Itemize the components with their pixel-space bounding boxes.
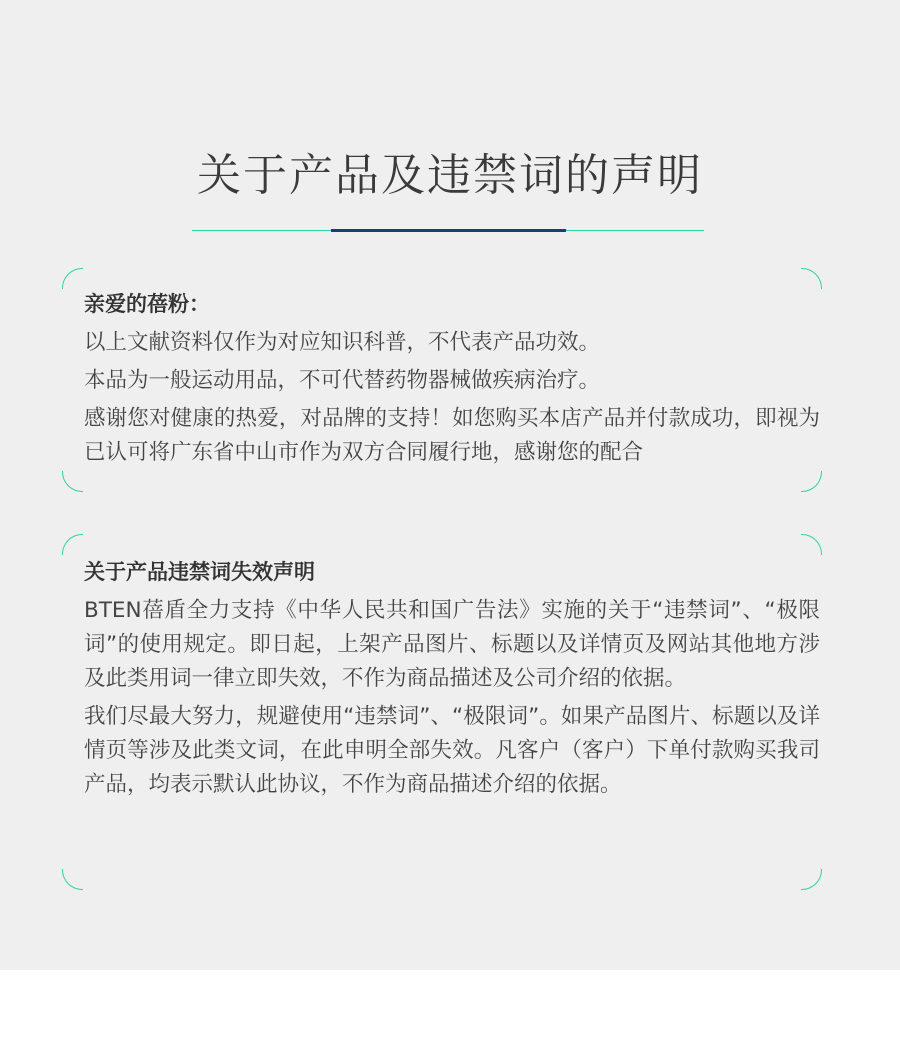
notice-card: [62, 268, 822, 492]
declaration-paragraph: BTEN蓓盾全力支持《中华人民共和国广告法》实施的关于“违禁词”、“极限词”的使用规定。即日起，上架产品图片、标题以及详情页及网站其他地方涉及此类用词一律立即失效，不作为商品描述及公司介绍的依据。: [84, 598, 820, 691]
corner-bracket-top-left: [62, 268, 83, 289]
corner-bracket-bottom-left: [62, 471, 83, 492]
notice-heading: 亲爱的蓓粉：: [84, 292, 210, 316]
declaration-card: [62, 534, 822, 890]
corner-bracket-bottom-left: [62, 869, 83, 890]
notice-paragraph: 以上文献资料仅作为对应知识科普，不代表产品功效。: [84, 330, 601, 355]
corner-bracket-bottom-right: [801, 869, 822, 890]
corner-bracket-top-right: [801, 268, 822, 289]
notice-paragraph: 本品为一般运动用品，不可代替药物器械做疾病治疗。: [84, 368, 601, 393]
declaration-paragraph: 我们尽最大努力，规避使用“违禁词”、“极限词”。如果产品图片、标题以及详情页等涉及此类文词，在此申明全部失效。凡客户（客户）下单付款购买我司产品，均表示默认此协议，不作为商品描述介绍的依据。: [84, 704, 820, 797]
title-divider-accent: [331, 229, 566, 232]
corner-bracket-top-left: [62, 534, 83, 555]
corner-bracket-bottom-right: [801, 471, 822, 492]
declaration-body: [84, 556, 820, 806]
corner-bracket-top-right: [801, 534, 822, 555]
page-title: 关于产品及违禁词的声明: [197, 150, 703, 201]
notice-paragraph: 感谢您对健康的热爱，对品牌的支持！如您购买本店产品并付款成功，即视为已认可将广东省中山市作为双方合同履行地，感谢您的配合: [84, 406, 820, 465]
notice-body: [84, 288, 820, 474]
declaration-heading: 关于产品违禁词失效声明: [84, 560, 315, 584]
